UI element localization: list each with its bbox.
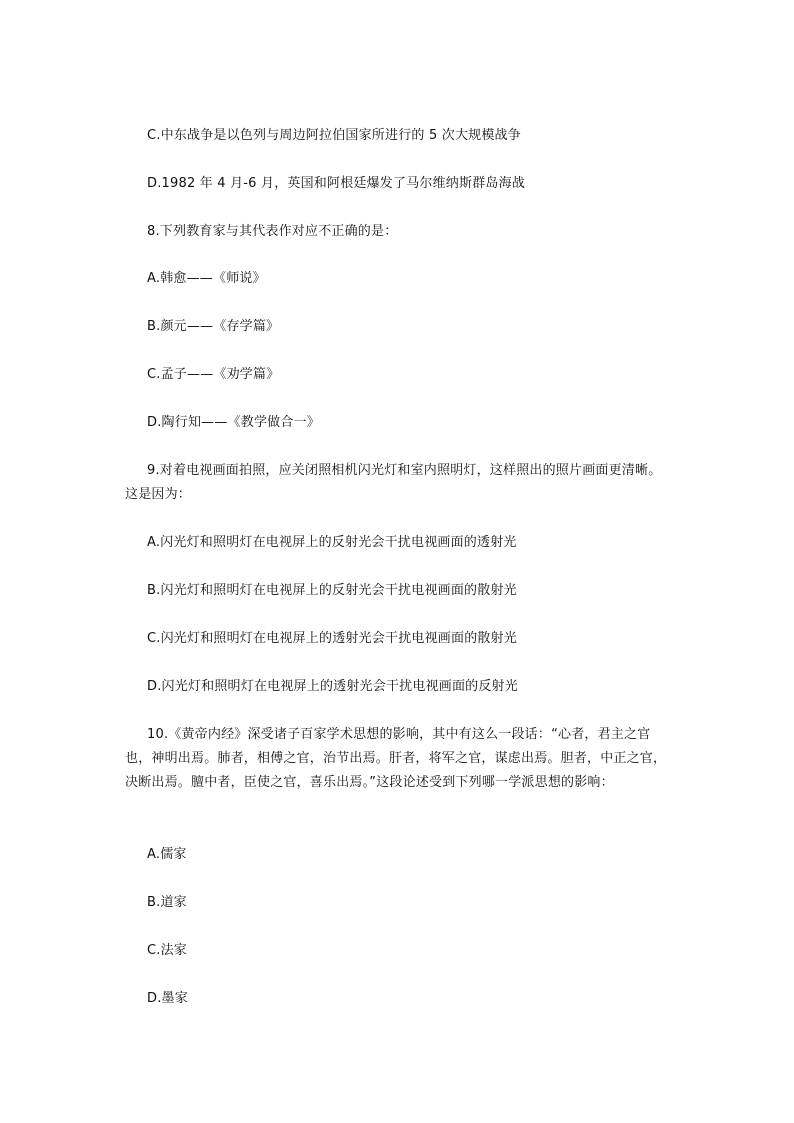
q9-option-b: B.闪光灯和照明灯在电视屏上的反射光会干扰电视画面的散射光 [147,583,517,598]
q10-option-a: A.儒家 [147,847,187,862]
q7-option-d: D.1982 年 4 月-6 月，英国和阿根廷爆发了马尔维纳斯群岛海战 [147,176,525,191]
q8-option-c: C.孟子——《劝学篇》 [147,367,280,382]
q10-option-d: D.墨家 [147,991,188,1006]
q8-question: 8.下列教育家与其代表作对应不正确的是： [147,224,398,239]
q10-option-c: C.法家 [147,943,188,958]
q9-question: 9.对着电视画面拍照，应关闭照相机闪光灯和室内照明灯，这样照出的照片画面更清晰。这是因为： [125,463,662,502]
q9-option-a: A.闪光灯和照明灯在电视屏上的反射光会干扰电视画面的透射光 [147,535,517,550]
q9-option-d: D.闪光灯和照明灯在电视屏上的透射光会干扰电视画面的反射光 [147,679,518,694]
q7-option-c: C.中东战争是以色列与周边阿拉伯国家所进行的 5 次大规模战争 [147,128,521,143]
q9-option-c: C.闪光灯和照明灯在电视屏上的透射光会干扰电视画面的散射光 [147,631,518,646]
q8-option-a: A.韩愈——《师说》 [147,271,266,286]
q10-option-b: B.道家 [147,895,187,910]
q10-question: 10.《黄帝内经》深受诸子百家学术思想的影响，其中有这么一段话：“心者，君主之官也，神明出焉。肺者，相傅之官，治节出焉。肝者，将军之官，谋虑出焉。胆者，中正之官，决断出焉。膻中者，臣使之官，喜乐出焉。”这段论述受到下列哪一学派思想的影响： [125,727,667,790]
q8-option-b: B.颜元——《存学篇》 [147,319,280,334]
q8-option-d: D.陶行知——《教学做合一》 [147,415,320,430]
